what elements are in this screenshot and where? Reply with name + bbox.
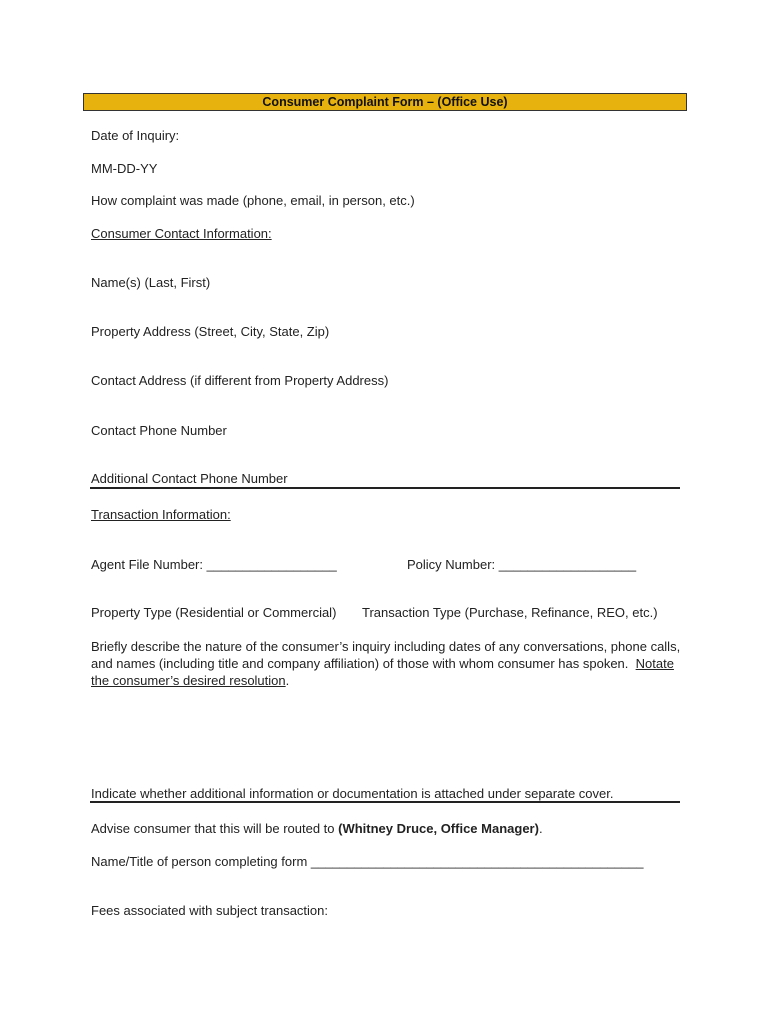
property-address-label: Property Address (Street, City, State, Zip): [91, 324, 330, 339]
contact-phone-label: Contact Phone Number: [91, 423, 227, 438]
section-divider: [90, 801, 680, 803]
section-divider: [90, 487, 680, 489]
describe-text: Briefly describe the nature of the consumer’s inquiry including dates of any conversations, phone calls, and names (including title and company affiliation) of those with whom consumer has spoken.: [91, 639, 681, 671]
additional-phone-label: Additional Contact Phone Number: [91, 471, 288, 486]
form-title: Consumer Complaint Form – (Office Use): [83, 93, 687, 111]
transaction-type-label: Transaction Type (Purchase, Refinance, REO, etc.): [362, 605, 658, 620]
property-type-label: Property Type (Residential or Commercial): [91, 605, 337, 620]
additional-info-label: Indicate whether additional information or documentation is attached under separate cover.: [91, 786, 614, 801]
policy-number-field: Policy Number: ___________________: [407, 557, 637, 572]
describe-paragraph: [91, 638, 681, 689]
transaction-header: Transaction Information:: [91, 507, 231, 522]
names-label: Name(s) (Last, First): [91, 275, 211, 290]
consumer-contact-header: Consumer Contact Information:: [91, 226, 272, 241]
date-of-inquiry-label: Date of Inquiry:: [91, 128, 180, 143]
manager-name: (Whitney Druce, Office Manager): [338, 821, 539, 836]
desired-resolution-text: Notate the consumer’s desired resolution: [91, 656, 674, 688]
describe-period: .: [285, 673, 290, 688]
advise-text: Advise consumer that this will be routed to: [91, 821, 339, 836]
date-format-label: MM-DD-YY: [91, 161, 158, 176]
contact-address-label: Contact Address (if different from Property Address): [91, 373, 389, 388]
advise-consumer-line: [91, 821, 543, 836]
advise-period: .: [538, 821, 543, 836]
fees-label: Fees associated with subject transaction:: [91, 903, 329, 918]
name-title-field: Name/Title of person completing form ______________________________________________: [91, 854, 644, 869]
agent-file-number-field: Agent File Number: __________________: [91, 557, 337, 572]
how-made-label: How complaint was made (phone, email, in person, etc.): [91, 193, 415, 208]
